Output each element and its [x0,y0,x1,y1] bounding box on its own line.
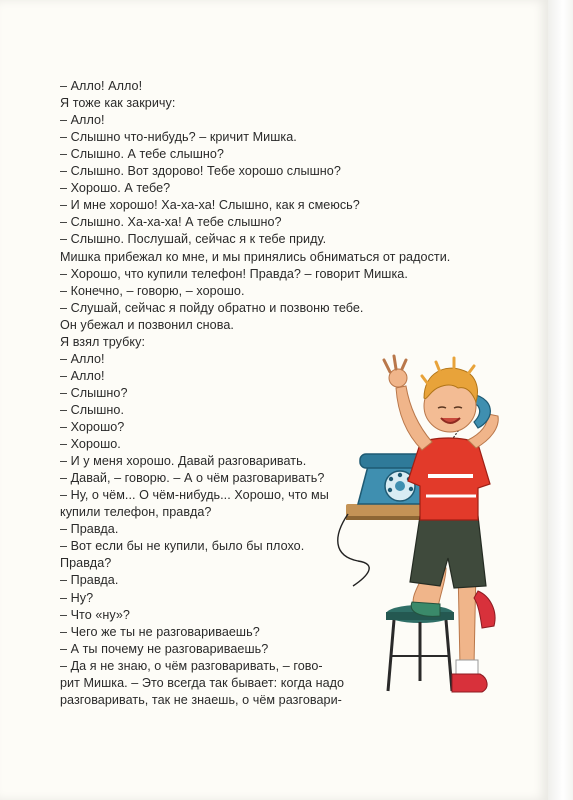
text-line: – Чего же ты не разговариваешь? [60,624,260,639]
text-line: Правда? [60,556,112,571]
text-line: – Хорошо. А тебе? [60,181,171,196]
text-line: разговаривать, так не знаешь, о чём разговари- [60,692,342,707]
text-line: – Слышно. Послушай, сейчас я к тебе приду. [60,232,327,247]
text-line: – Слышно? [60,385,128,400]
text-line: – Конечно, – говорю, – хорошо. [60,283,245,298]
red-shoe-icon [452,674,487,692]
text-line: Мишка прибежал ко мне, и мы принялись обниматься от радости. [60,249,451,264]
text-line: – Слышно. Вот здорово! Тебе хорошо слышно? [60,164,341,179]
stool [386,605,454,691]
red-shoe-icon [474,591,495,628]
text-line: – Хорошо. [60,437,121,452]
text-line: – И мне хорошо! Ха-ха-ха! Слышно, как я смеюсь? [60,198,360,213]
text-line: – Ну, о чём... О чём-нибудь... Хорошо, что мы [60,488,329,503]
text-line: – А ты почему не разговариваешь? [60,641,269,656]
text-line: – Алло! [60,368,105,383]
wooden-shelf [346,504,428,518]
text-line: – Ну? [60,590,94,605]
text-line: – Слушай, сейчас я пойду обратно и позвоню тебе. [60,300,364,315]
text-line: – Алло! [60,351,105,366]
text-line: – Слышно. Ха-ха-ха! А тебе слышно? [60,215,282,230]
text-line: – Алло! [60,113,105,128]
text-line: Я тоже как закричу: [60,96,176,111]
text-line: – Хорошо, что купили телефон! Правда? – говорит Мишка. [60,266,408,281]
text-line: – Что «ну»? [60,607,130,622]
text-line: купили телефон, правда? [60,505,212,520]
text-line: – Слышно. [60,402,125,417]
page-edge [548,0,573,800]
text-line: – Да я не знаю, о чём разговаривать, – гово- [60,658,323,673]
text-line: Я взял трубку: [60,334,146,349]
text-line: – Слышно что-нибудь? – кричит Мишка. [60,130,297,145]
text-line: – Правда. [60,522,119,537]
text-line: – Давай, – говорю. – А о чём разговаривать? [60,471,325,486]
text-line: – И у меня хорошо. Давай разговаривать. [60,454,307,469]
red-shirt [408,438,490,520]
text-line: рит Мишка. – Это всегда так бывает: когда надо [60,675,345,690]
text-line: – Вот если бы не купили, было бы плохо. [60,539,305,554]
shorts [410,516,486,588]
text-line: – Правда. [60,573,119,588]
boy-on-phone-illustration [328,336,538,736]
text-line: – Хорошо? [60,420,125,434]
text-line: Он убежал и позвонил снова. [60,317,234,332]
phone-cord [338,514,369,586]
text-line: – Алло! Алло! [60,79,143,93]
text-line: – Слышно. А тебе слышно? [60,147,224,162]
